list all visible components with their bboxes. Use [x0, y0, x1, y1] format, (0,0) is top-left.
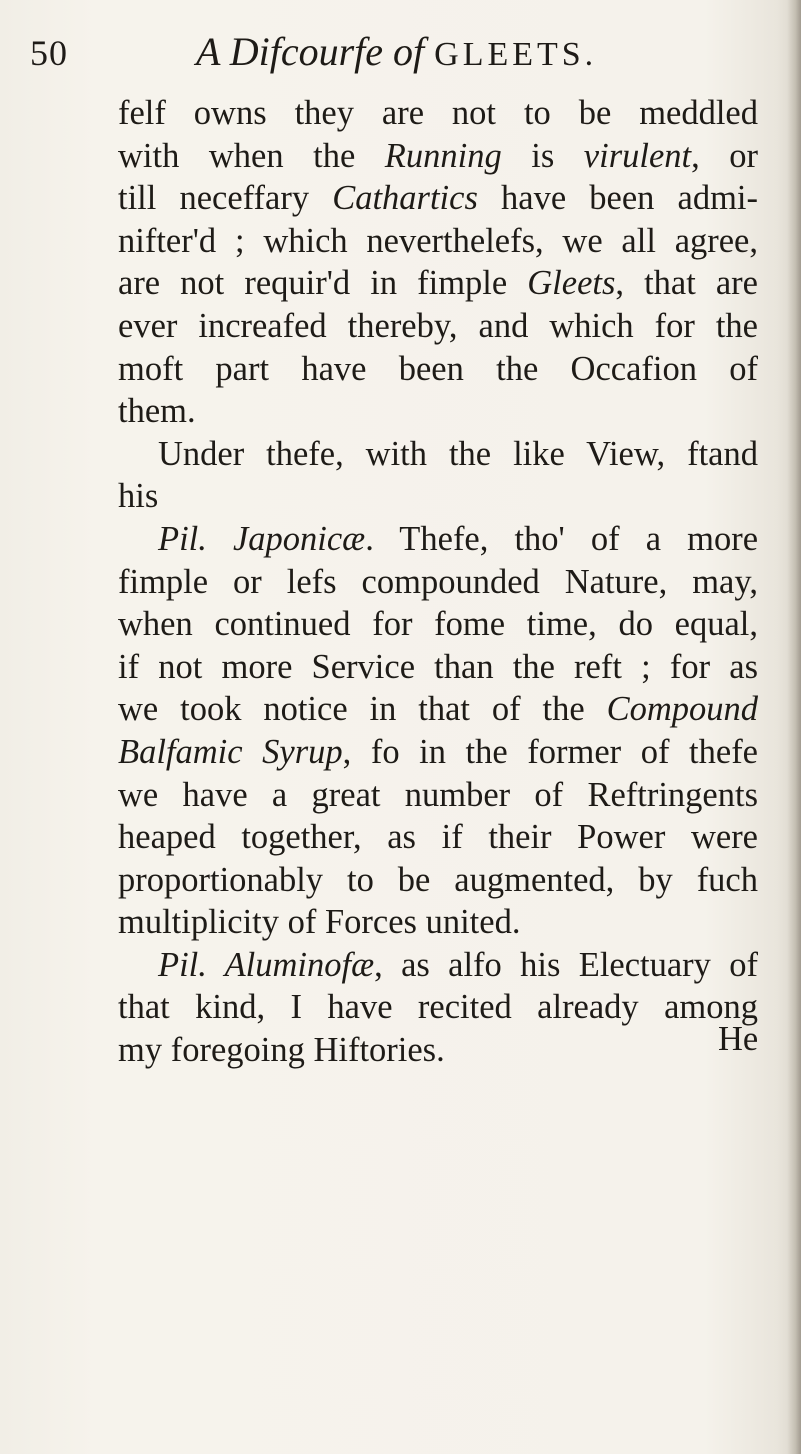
- text-line: [118, 816, 758, 859]
- text-run: , fo in the former of thefe: [342, 732, 758, 771]
- running-title: [196, 28, 597, 75]
- text-run: them.: [118, 392, 196, 431]
- italic-text: Balfamic Syrup: [118, 732, 343, 771]
- text-run: my foregoing Hiftories.: [118, 1031, 445, 1070]
- text-line: [118, 859, 758, 902]
- text-line: [118, 901, 758, 944]
- text-run: ever increafed thereby, and which for the: [118, 306, 758, 345]
- text-line: [118, 944, 758, 987]
- text-line: [118, 433, 758, 476]
- text-line: [118, 1029, 758, 1072]
- running-title-caps: GLEETS.: [434, 36, 598, 73]
- text-line: [118, 220, 758, 263]
- text-run: his: [118, 477, 159, 516]
- page-edge-shadow: [787, 0, 801, 1454]
- text-run: till neceffary: [118, 179, 333, 218]
- text-run: proportionably to be augmented, by fuch: [118, 860, 758, 899]
- text-run: heaped together, as if their Power were: [118, 818, 758, 857]
- text-line: [118, 603, 758, 646]
- text-run: , or: [691, 136, 758, 175]
- text-run: are not requir'd in fimple: [118, 264, 528, 303]
- text-line: [118, 731, 758, 774]
- text-line: [118, 986, 758, 1029]
- body-text: [118, 92, 758, 1072]
- text-run: we have a great number of Reftringents: [118, 775, 758, 814]
- text-line: [118, 92, 758, 135]
- text-run: multiplicity of Forces united.: [118, 903, 521, 942]
- page-number: 50: [30, 33, 68, 73]
- italic-text: virulent: [583, 136, 692, 175]
- italic-text: Gleets: [527, 264, 616, 303]
- text-run: nifter'd ; which neverthelefs, we all agree,: [118, 221, 758, 260]
- text-run: is: [501, 136, 584, 175]
- text-run: when continued for fome time, do equal,: [118, 605, 758, 644]
- text-line: [118, 774, 758, 817]
- text-line: [118, 518, 758, 561]
- italic-text: Cathartics: [332, 179, 478, 218]
- text-run: fimple or lefs compounded Nature, may,: [118, 562, 758, 601]
- text-run: , as alfo his Electuary of: [374, 945, 758, 984]
- text-run: . Thefe, tho' of a more: [365, 519, 759, 558]
- text-line: [118, 390, 758, 433]
- text-line: [118, 348, 758, 391]
- text-run: Under thefe, with the like View, ftand: [158, 434, 758, 473]
- text-run: we took notice in that of the: [118, 690, 607, 729]
- running-title-of: of: [393, 29, 425, 74]
- text-run: that kind, I have recited already among: [118, 988, 758, 1027]
- text-run: , that are: [615, 264, 758, 303]
- text-line: [118, 305, 758, 348]
- text-line: [118, 135, 758, 178]
- italic-text: Pil. Aluminofæ: [158, 945, 375, 984]
- text-run: if not more Service than the reft ; for as: [118, 647, 758, 686]
- text-line: [118, 688, 758, 731]
- text-run: have been admi-: [477, 179, 758, 218]
- text-line: [118, 646, 758, 689]
- text-line: [118, 177, 758, 220]
- text-run: moft part have been the Occafion of: [118, 349, 758, 388]
- text-line: [118, 561, 758, 604]
- catchword: He: [718, 1020, 759, 1058]
- text-line: [118, 262, 758, 305]
- running-header: [0, 28, 801, 78]
- text-line: [118, 475, 758, 518]
- italic-text: Compound: [606, 690, 758, 729]
- italic-text: Running: [384, 136, 502, 175]
- text-run: with when the: [118, 136, 385, 175]
- running-title-italic: A Difcourfe: [196, 29, 384, 74]
- text-run: felf owns they are not to be meddled: [118, 94, 758, 132]
- italic-text: Pil. Japonicæ: [158, 519, 366, 558]
